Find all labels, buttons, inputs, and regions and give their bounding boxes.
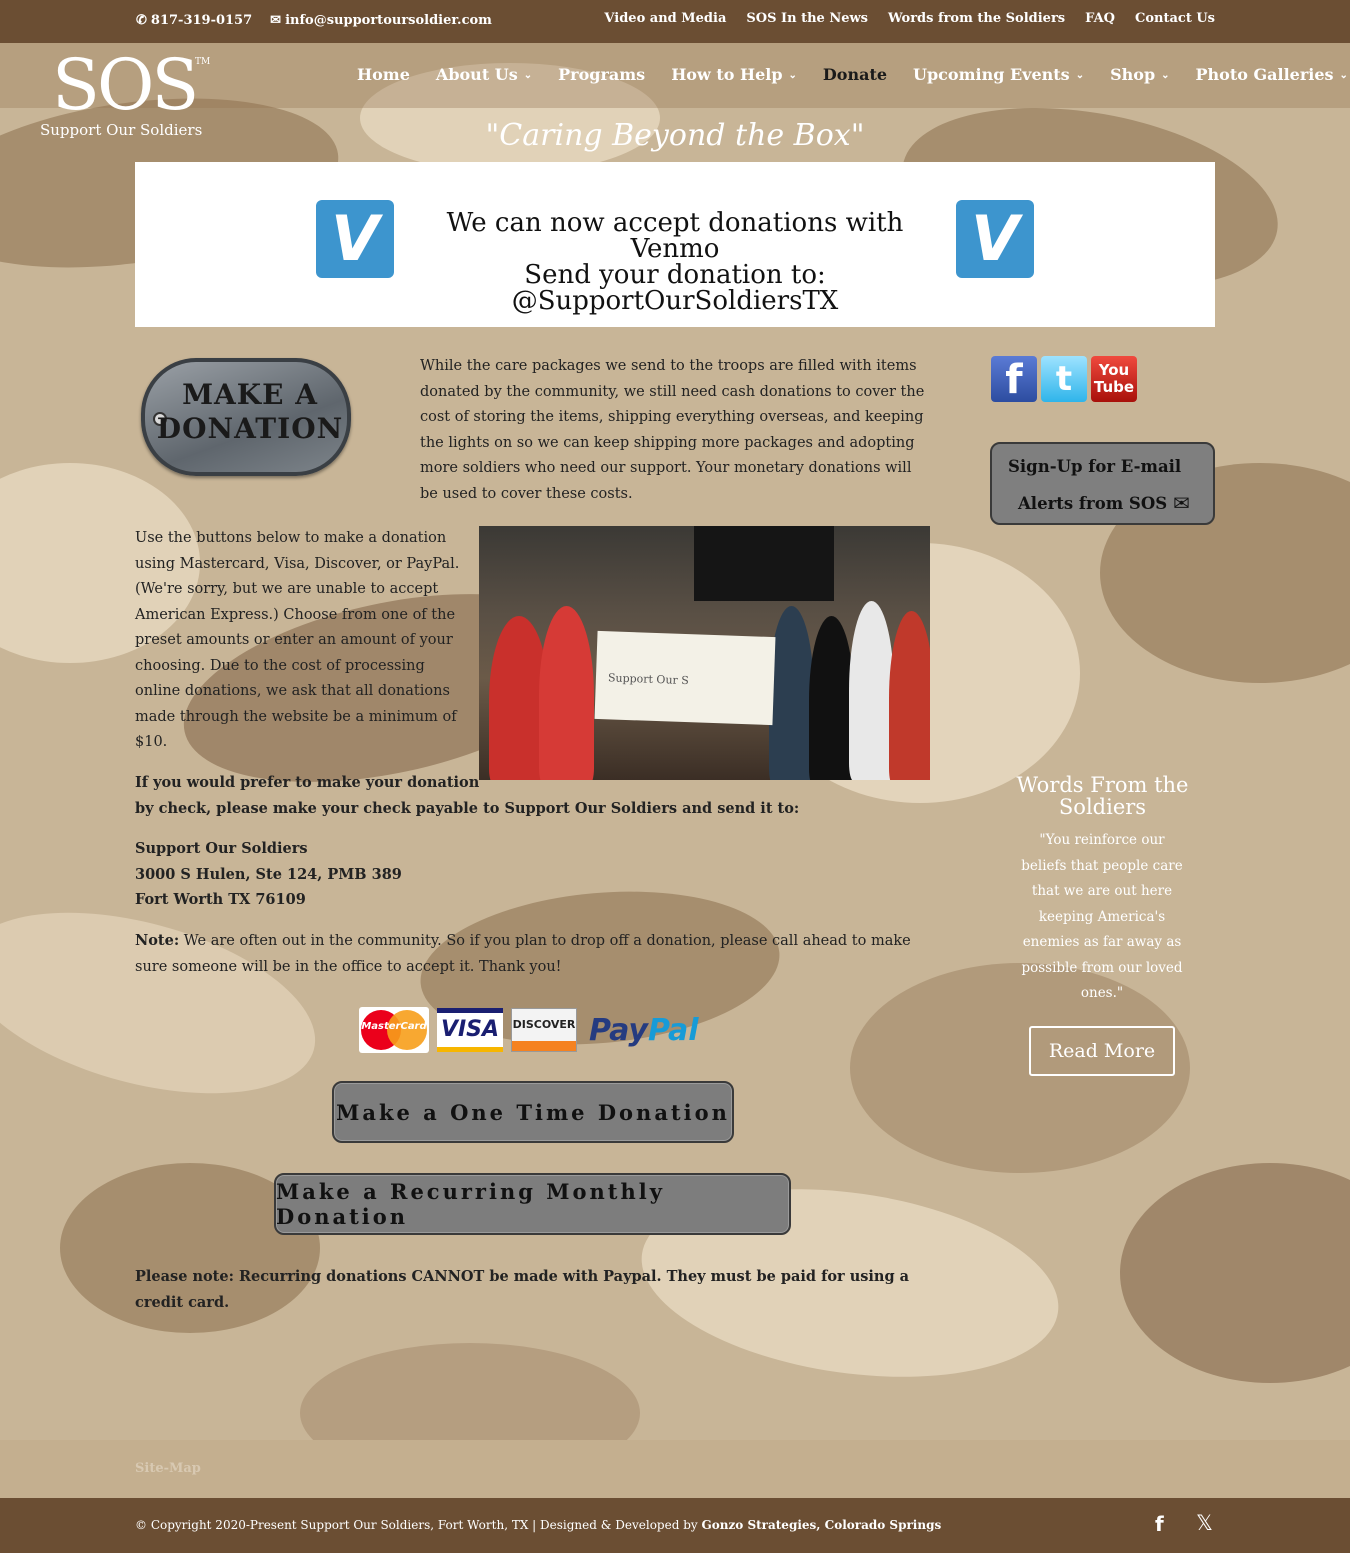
discover-logo: DISCOVER — [511, 1008, 577, 1052]
mailing-address: Support Our Soldiers 3000 S Hulen, Ste 124, PMB 389 Fort Worth TX 76109 — [135, 840, 402, 908]
phone-icon: ✆ — [136, 13, 147, 28]
site-logo[interactable]: SOS TM Support Our Soldiers — [40, 44, 211, 139]
developer-link[interactable]: Gonzo Strategies, Colorado Springs — [701, 1518, 942, 1532]
words-from-soldiers-title: Words From the Soldiers — [1016, 773, 1189, 819]
copyright-text: © Copyright 2020-Present Support Our Soldiers, Fort Worth, TX | Designed & Developed by Gonzo Strategies, Colorado Springs — [135, 1518, 942, 1532]
nav-donate[interactable]: Donate — [822, 65, 888, 84]
dropoff-note: Note: We are often out in the community. So if you plan to drop off a donation, please call ahead to make sure someone will be in the office to accept it. Thank you! — [135, 932, 911, 975]
phone-link[interactable]: ✆ 817-319-0157 — [136, 13, 253, 28]
x-icon[interactable]: 𝕏 — [1196, 1511, 1213, 1535]
chevron-down-icon: ⌄ — [523, 70, 533, 81]
email-signup-button[interactable]: Sign-Up for E-mail Alerts from SOS ✉ — [990, 442, 1215, 525]
nav-how-to-help[interactable]: How to Help ⌄ — [671, 65, 797, 84]
read-more-button[interactable]: Read More — [1029, 1026, 1175, 1076]
big-check: Support Our S — [595, 631, 776, 725]
footer-bottom-bar — [0, 1498, 1350, 1553]
soldier-quote: "You reinforce our beliefs that people care that we are out here keeping America's enemies as far away as possible from our loved ones." — [1021, 832, 1183, 1001]
chevron-down-icon: ⌄ — [1161, 70, 1170, 81]
nav-programs[interactable]: Programs — [558, 65, 646, 84]
facebook-icon[interactable]: f — [991, 356, 1037, 402]
paypal-logo: PayPal — [589, 1012, 699, 1048]
venmo-icon: V — [316, 200, 394, 278]
intro-paragraph: While the care packages we send to the troops are filled with items donated by the community, we still need cash donations to cover the cost of storing the items, shipping everything overseas, and keeping the lights on so we can keep shipping more packages and adopting more soldiers who need our support. Your monetary donations will be used to cover these costs. — [420, 358, 925, 502]
chevron-down-icon: ⌄ — [1339, 70, 1348, 81]
nav-home[interactable]: Home — [357, 65, 410, 84]
envelope-icon: ✉ — [270, 13, 282, 28]
make-donation-dogtag-image: MAKE A DONATION — [141, 358, 351, 476]
nav-upcoming-events[interactable]: Upcoming Events ⌄ — [913, 65, 1085, 84]
top-bar — [0, 0, 1350, 43]
site-map-link[interactable]: Site-Map — [135, 1461, 201, 1476]
nav-about-us[interactable]: About Us ⌄ — [435, 65, 533, 84]
secnav-sos-news[interactable]: SOS In the News — [746, 11, 868, 26]
card-instructions-paragraph: Use the buttons below to make a donation using Mastercard, Visa, Discover, or PayPal. (We're sorry, but we are unable to accept American Express.) Choose from one of the preset amounts or enter an amount of your choosing. Due to the cost of processing online donations, we ask that all donations made through the website be a minimum of $10. — [135, 530, 460, 750]
venmo-banner — [135, 162, 1215, 327]
check-presentation-photo — [479, 526, 930, 780]
chevron-down-icon: ⌄ — [788, 70, 797, 81]
nav-photo-galleries[interactable]: Photo Galleries ⌄ — [1195, 65, 1348, 84]
twitter-icon[interactable]: t — [1041, 356, 1087, 402]
nav-shop[interactable]: Shop ⌄ — [1110, 65, 1170, 84]
secondary-nav — [604, 11, 1215, 26]
mastercard-logo: MasterCard — [359, 1007, 429, 1053]
footer-widget-area — [0, 1440, 1350, 1498]
facebook-icon[interactable]: f — [1155, 1512, 1164, 1536]
venmo-message: We can now accept donations with Venmo Send your donation to: @SupportOurSoldiersTX — [446, 208, 904, 316]
visa-logo: VISA — [437, 1008, 503, 1052]
secnav-contact-us[interactable]: Contact Us — [1135, 11, 1215, 26]
recurring-donation-button[interactable]: Make a Recurring Monthly Donation — [274, 1173, 791, 1235]
recurring-note: Please note: Recurring donations CANNOT be made with Paypal. They must be paid for using a credit card. — [135, 1268, 910, 1311]
one-time-donation-button[interactable]: Make a One Time Donation — [332, 1081, 734, 1143]
check-instructions: If you would prefer to make your donation by check, please make your check payable to Support Our Soldiers and send it to: — [135, 774, 800, 817]
accepted-cards — [359, 1007, 699, 1053]
page-tagline: "Caring Beyond the Box" — [485, 118, 865, 153]
venmo-icon: V — [956, 200, 1034, 278]
secnav-faq[interactable]: FAQ — [1085, 11, 1115, 26]
envelope-icon: ✉ — [1173, 491, 1190, 515]
main-nav — [357, 65, 1348, 84]
chevron-down-icon: ⌄ — [1075, 70, 1085, 81]
secnav-words-soldiers[interactable]: Words from the Soldiers — [888, 11, 1066, 26]
tv-screen — [694, 526, 834, 601]
youtube-icon[interactable]: You Tube — [1091, 356, 1137, 402]
email-link[interactable]: ✉ info@supportoursoldier.com — [270, 13, 492, 28]
secnav-video-media[interactable]: Video and Media — [604, 11, 727, 26]
